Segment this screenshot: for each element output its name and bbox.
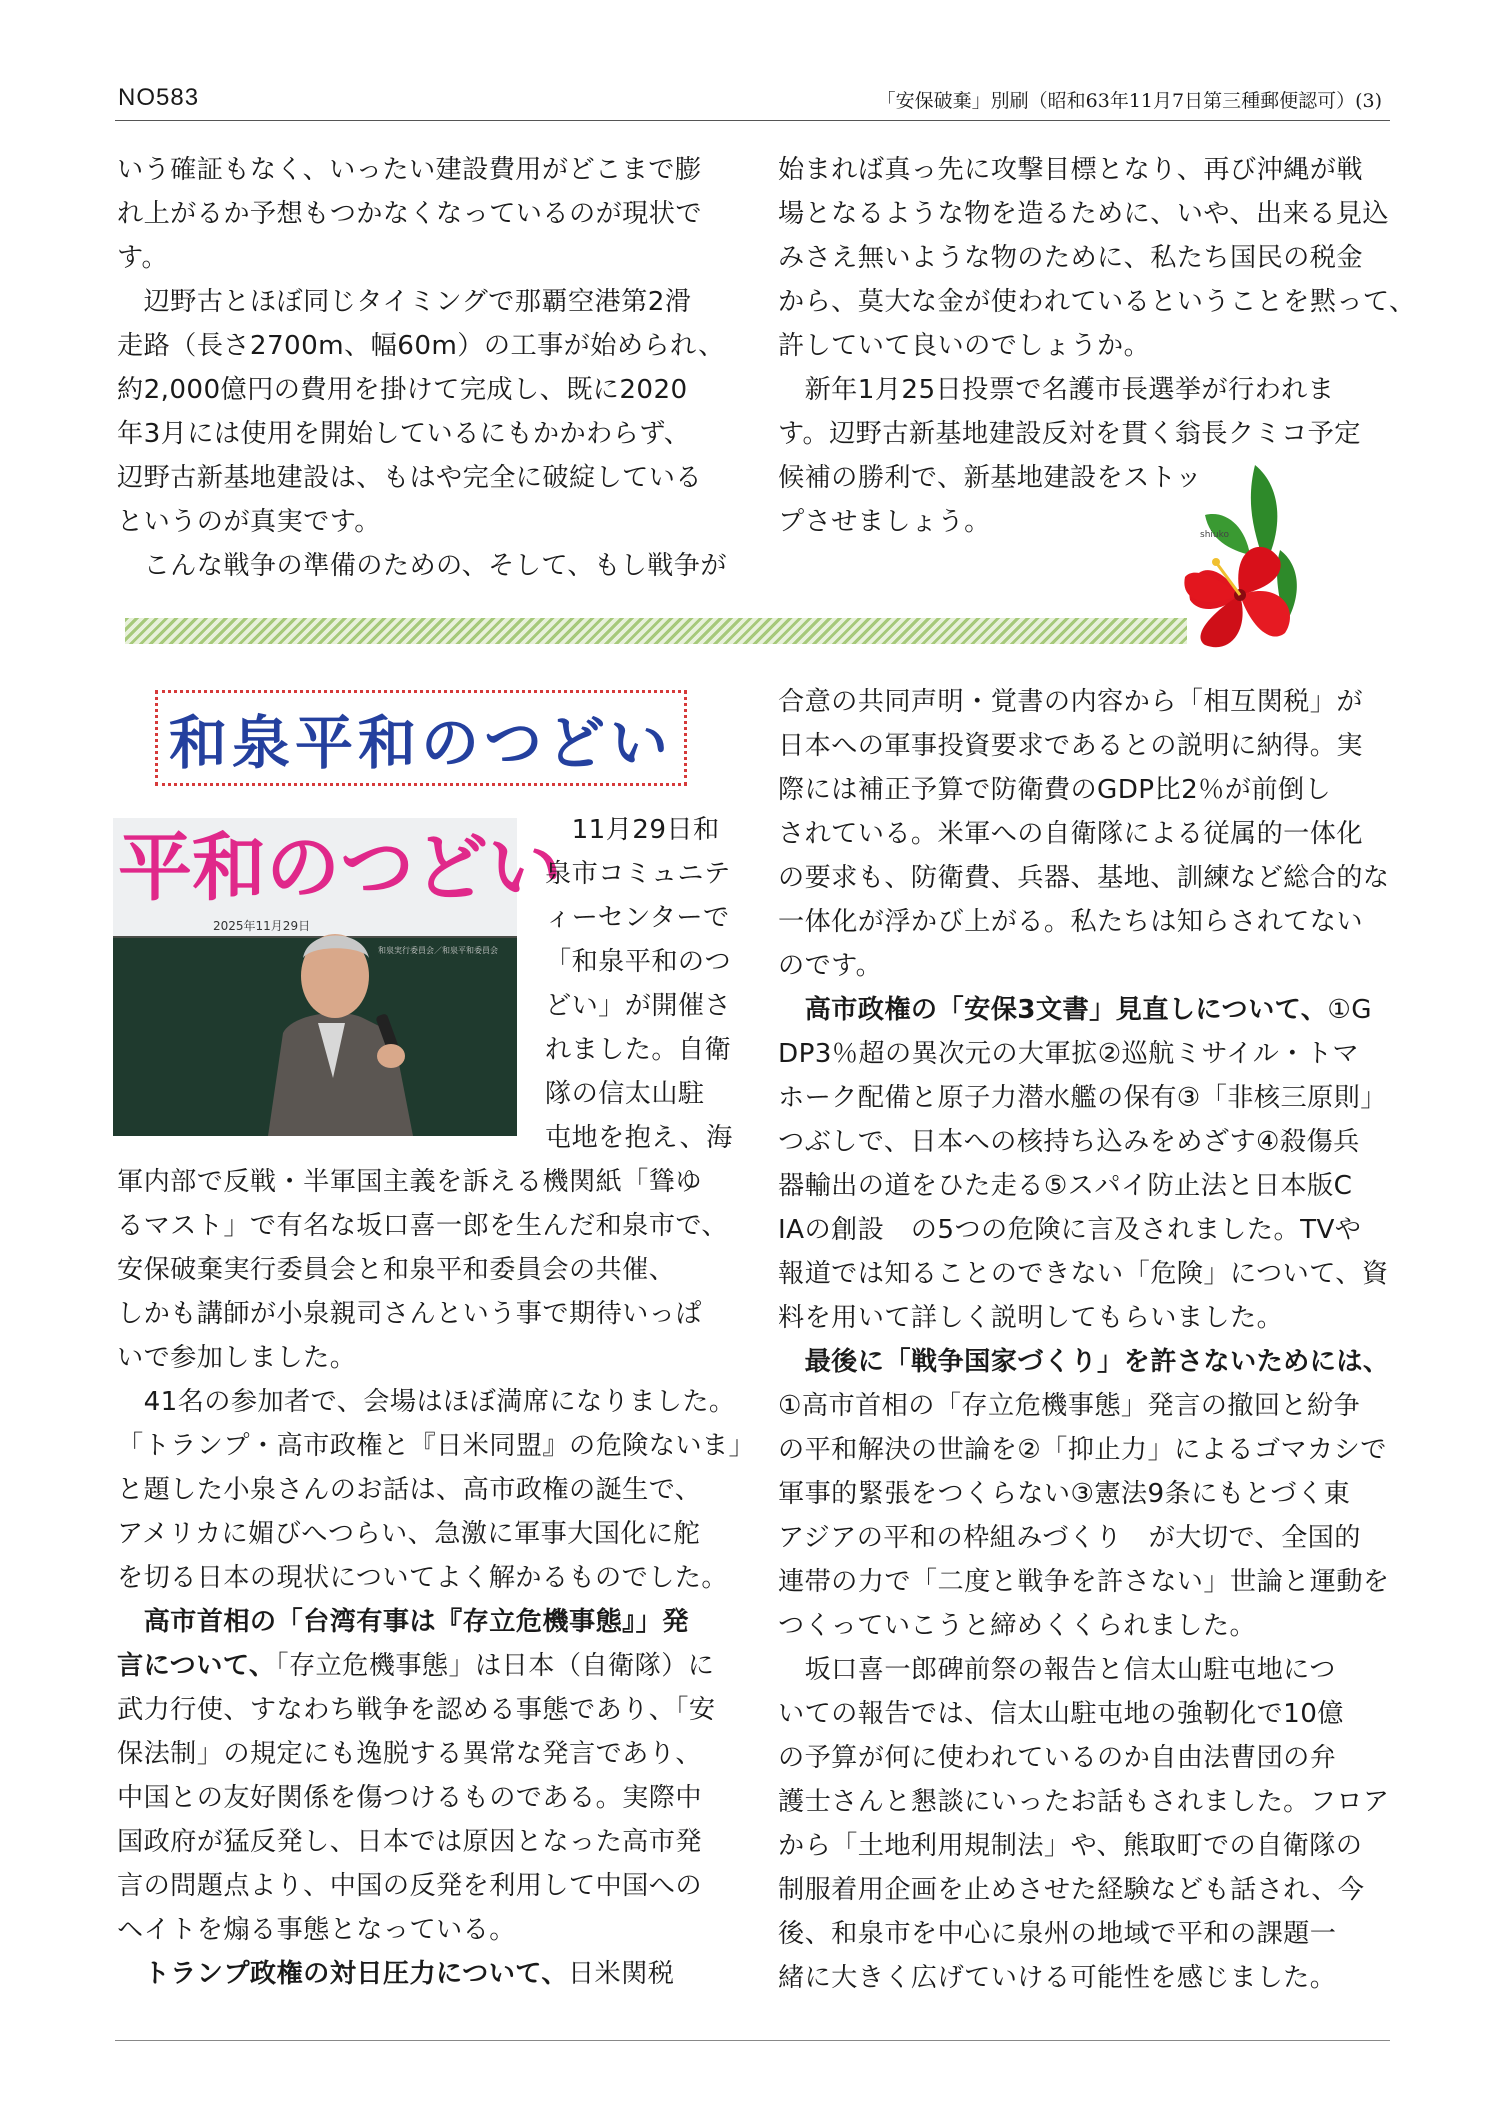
beside-photo-column: [545, 808, 765, 1160]
text-line: [778, 1208, 1418, 1252]
body-text: いで参加しました。: [117, 1343, 357, 1373]
text-line: 泉市コミュニテ: [545, 859, 731, 889]
text-line: いう確証もなく、いったい建設費用がどこまで膨: [117, 155, 702, 185]
text-line: 「和泉平和のつ: [545, 947, 732, 977]
body-text: 報道では知ることのできない「危険」について、資: [778, 1259, 1389, 1289]
body-text: 連帯の力で「二度と戦争を許さない」世論と運動を: [778, 1567, 1390, 1597]
text-line: 辺野古とほぼ同じタイミングで那覇空港第2滑: [117, 287, 692, 317]
text-line: [778, 1252, 1418, 1296]
body-text: DP3％超の異次元の大軍拡②巡航ミサイル・トマ: [778, 1039, 1360, 1069]
body-text: 坂口喜一郎碑前祭の報告と信太山駐屯地につ: [778, 1655, 1336, 1685]
top-left-column: [117, 148, 757, 588]
text-line: [117, 1776, 767, 1820]
text-line: [778, 1868, 1418, 1912]
body-text: 国政府が猛反発し、日本では原因となった高市発: [117, 1827, 702, 1857]
text-line: [778, 988, 1418, 1032]
text-line: [778, 1956, 1418, 2000]
text-line: す。辺野古新基地建設反対を貫く翁長クミコ予定: [778, 419, 1361, 449]
text-line: [117, 1556, 767, 1600]
body-text: 武力行使、すなわち戦争を認める事態であり、「安: [117, 1695, 716, 1725]
text-line: [117, 1908, 767, 1952]
hibiscus-flower-icon: [1185, 455, 1305, 655]
top-right-column: [778, 148, 1418, 544]
body-text: ①高市首相の「存立危機事態」発言の撤回と紛争: [778, 1391, 1361, 1421]
body-text: 「存立危機事態」は日本（自衛隊）に: [275, 1651, 715, 1681]
text-line: [778, 1692, 1418, 1736]
text-line: [117, 1644, 767, 1688]
text-line: [778, 724, 1418, 768]
body-text: 緒に大きく広げていける可能性を感じました。: [778, 1963, 1337, 1993]
text-line: 辺野古新基地建設は、もはや完全に破綻している: [117, 463, 702, 493]
text-line: 場となるような物を造るために、いや、出来る見込: [778, 199, 1389, 229]
body-text: 護士さんと懇談にいったお話もされました。フロア: [778, 1787, 1390, 1817]
text-line: から、莫大な金が使われているということを黙って、: [778, 287, 1416, 317]
bold-heading-text: 高市政権の「安保3文書」見直しについて、: [778, 995, 1328, 1025]
text-line: こんな戦争の準備のための、そして、もし戦争が: [117, 551, 727, 581]
text-line: [778, 680, 1418, 724]
text-line: 始まれば真っ先に攻撃目標となり、再び沖縄が戦: [778, 155, 1363, 185]
text-line: [117, 1424, 767, 1468]
body-text: 日米関税: [567, 1959, 675, 1989]
text-line: れ上がるか予想もつかなくなっているのが現状で: [117, 199, 702, 229]
body-text: を切る日本の現状についてよく解かるものでした。: [117, 1563, 728, 1593]
bold-heading-text: 言について、: [117, 1651, 276, 1681]
text-line: [778, 1120, 1418, 1164]
text-line: [778, 1604, 1418, 1648]
text-line: [117, 1820, 767, 1864]
body-text: つぶしで、日本への核持ち込みをめざす④殺傷兵: [778, 1127, 1360, 1157]
banner-sub: 和泉実行委員会／和泉平和委員会: [378, 946, 498, 955]
body-text: と題した小泉さんのお話は、高市政権の誕生で、: [117, 1475, 702, 1505]
body-text: 器輸出の道をひた走る⑤スパイ防止法と日本版C: [778, 1171, 1353, 1201]
text-line: [778, 1164, 1418, 1208]
article-title: 和泉平和のつどい: [168, 709, 673, 777]
footer-divider: [115, 2040, 1390, 2041]
body-text: しかも講師が小泉親司さんという事で期待いっぱ: [117, 1299, 702, 1329]
body-text: 41名の参加者で、会場はほぼ満席になりました。: [117, 1387, 736, 1417]
body-text: 軍事的緊張をつくらない③憲法9条にもとづく東: [778, 1479, 1351, 1509]
body-text: 合意の共同声明・覚書の内容から「相互関税」が: [778, 687, 1363, 717]
text-line: [117, 1952, 767, 1996]
body-text: IAの創設 の5つの危険に言及されました。TVや: [778, 1215, 1362, 1245]
text-line: 許していて良いのでしょうか。: [778, 331, 1151, 361]
text-line: す。: [117, 243, 169, 273]
body-text: 一体化が浮かび上がる。私たちは知らされてない: [778, 907, 1363, 937]
text-line: [117, 1600, 767, 1644]
text-line: 新年1月25日投票で名護市長選挙が行われま: [778, 375, 1335, 405]
text-line: [778, 1384, 1418, 1428]
text-line: [778, 1296, 1418, 1340]
text-line: [778, 1736, 1418, 1780]
text-line: [117, 1732, 767, 1776]
body-text: から「土地利用規制法」や、熊取町での自衛隊の: [778, 1831, 1363, 1861]
body-text: 後、和泉市を中心に泉州の地域で平和の課題一: [778, 1919, 1337, 1949]
text-line: [778, 1912, 1418, 1956]
header-divider: [115, 120, 1390, 121]
body-text: の平和解決の世論を②「抑止力」によるゴマカシで: [778, 1435, 1387, 1465]
text-line: 約2,000億円の費用を掛けて完成し、既に2020: [117, 375, 688, 405]
body-text: 保法制」の規定にも逸脱する異常な発言であり、: [117, 1739, 702, 1769]
body-text: ホーク配備と原子力潜水艦の保有③「非核三原則」: [778, 1083, 1387, 1113]
body-text: のです。: [778, 951, 883, 981]
text-line: [778, 1516, 1418, 1560]
event-photo: [113, 818, 562, 1136]
text-line: [778, 768, 1418, 812]
bottom-right-column: [778, 680, 1418, 2000]
body-text: るマスト」で有名な坂口喜一郎を生んだ和泉市で、: [117, 1211, 728, 1241]
text-line: [778, 1472, 1418, 1516]
text-line: [778, 1340, 1418, 1384]
text-line: [778, 1560, 1418, 1604]
flower-label: shiuko: [1200, 530, 1229, 540]
body-text: アジアの平和の枠組みづくり が大切で、全国的: [778, 1523, 1361, 1553]
body-text: つくっていこうと締めくくられました。: [778, 1611, 1257, 1641]
text-line: [117, 1512, 767, 1556]
bold-heading-text: トランプ政権の対日圧力について、: [117, 1959, 568, 1989]
text-line: [778, 812, 1418, 856]
body-text: 「トランプ・高市政権と『日米同盟』の危険ないま」: [117, 1431, 756, 1461]
section-divider: [125, 618, 1187, 644]
body-text: 際には補正予算で防衛費のGDP比2％が前倒し: [778, 775, 1332, 805]
text-line: 隊の信太山駐: [545, 1079, 705, 1109]
text-line: [117, 1688, 767, 1732]
body-text: の要求も、防衛費、兵器、基地、訓練など総合的な: [778, 863, 1390, 893]
body-text: の予算が何に使われているのか自由法曹団の弁: [778, 1743, 1337, 1773]
text-line: 走路（長さ2700m、幅60m）の工事が始められ、: [117, 331, 725, 361]
text-line: [778, 1824, 1418, 1868]
text-line: れました。自衛: [545, 1035, 732, 1065]
text-line: 年3月には使用を開始しているにもかかわらず、: [117, 419, 691, 449]
bold-heading-text: 高市首相の「台湾有事は『存立危機事態』」発: [117, 1607, 689, 1637]
text-line: [117, 1380, 767, 1424]
text-line: [117, 1248, 767, 1292]
body-text: されている。米軍への自衛隊による従属的一体化: [778, 819, 1363, 849]
bold-heading-text: 最後に「戦争国家づくり」を許さないためには、: [778, 1347, 1390, 1377]
bottom-left-column: [117, 1160, 767, 1996]
text-line: [778, 1428, 1418, 1472]
body-text: 安保破棄実行委員会と和泉平和委員会の共催、: [117, 1255, 676, 1285]
body-text: 中国との友好関係を傷つけるものである。実際中: [117, 1783, 702, 1813]
body-text: いての報告では、信太山駐屯地の強靭化で10億: [778, 1699, 1344, 1729]
banner-text: 平和のつどい: [118, 825, 562, 911]
text-line: [778, 900, 1418, 944]
text-line: 屯地を抱え、海: [545, 1123, 733, 1153]
text-line: [778, 1032, 1418, 1076]
text-line: どい」が開催さ: [545, 991, 732, 1021]
issue-number: NO583: [118, 84, 200, 111]
text-line: [778, 944, 1418, 988]
text-line: ィーセンターで: [545, 903, 730, 933]
text-line: みさえ無いような物のために、私たち国民の税金: [778, 243, 1363, 273]
body-text: 制服着用企画を止めさせた経験なども話され、今: [778, 1875, 1365, 1905]
text-line: プさせましょう。: [778, 507, 991, 537]
article-title-box: [155, 690, 687, 786]
text-line: [117, 1204, 767, 1248]
body-text: ①G: [1327, 995, 1372, 1025]
text-line: [778, 1076, 1418, 1120]
publication-info: 「安保破棄」別刷（昭和63年11月7日第三種郵便認可）(3): [876, 90, 1382, 112]
text-line: [778, 1780, 1418, 1824]
banner-date: 2025年11月29日: [213, 919, 311, 933]
body-text: 言の問題点より、中国の反発を利用して中国への: [117, 1871, 702, 1901]
text-line: [117, 1468, 767, 1512]
text-line: [778, 1648, 1418, 1692]
body-text: 軍内部で反戦・半軍国主義を訴える機関紙「聳ゆ: [117, 1167, 702, 1197]
text-line: [117, 1292, 767, 1336]
body-text: アメリカに媚びへつらい、急激に軍事大国化に舵: [117, 1519, 701, 1549]
text-line: 候補の勝利で、新基地建設をストッ: [778, 463, 1203, 493]
text-line: というのが真実です。: [117, 507, 381, 537]
text-line: 11月29日和: [545, 815, 720, 845]
text-line: [117, 1336, 767, 1380]
body-text: 日本への軍事投資要求であるとの説明に納得。実: [778, 731, 1363, 761]
text-line: [778, 856, 1418, 900]
text-line: [117, 1864, 767, 1908]
body-text: 料を用いて詳しく説明してもらいました。: [778, 1303, 1284, 1333]
body-text: ヘイトを煽る事態となっている。: [117, 1915, 516, 1945]
text-line: [117, 1160, 767, 1204]
